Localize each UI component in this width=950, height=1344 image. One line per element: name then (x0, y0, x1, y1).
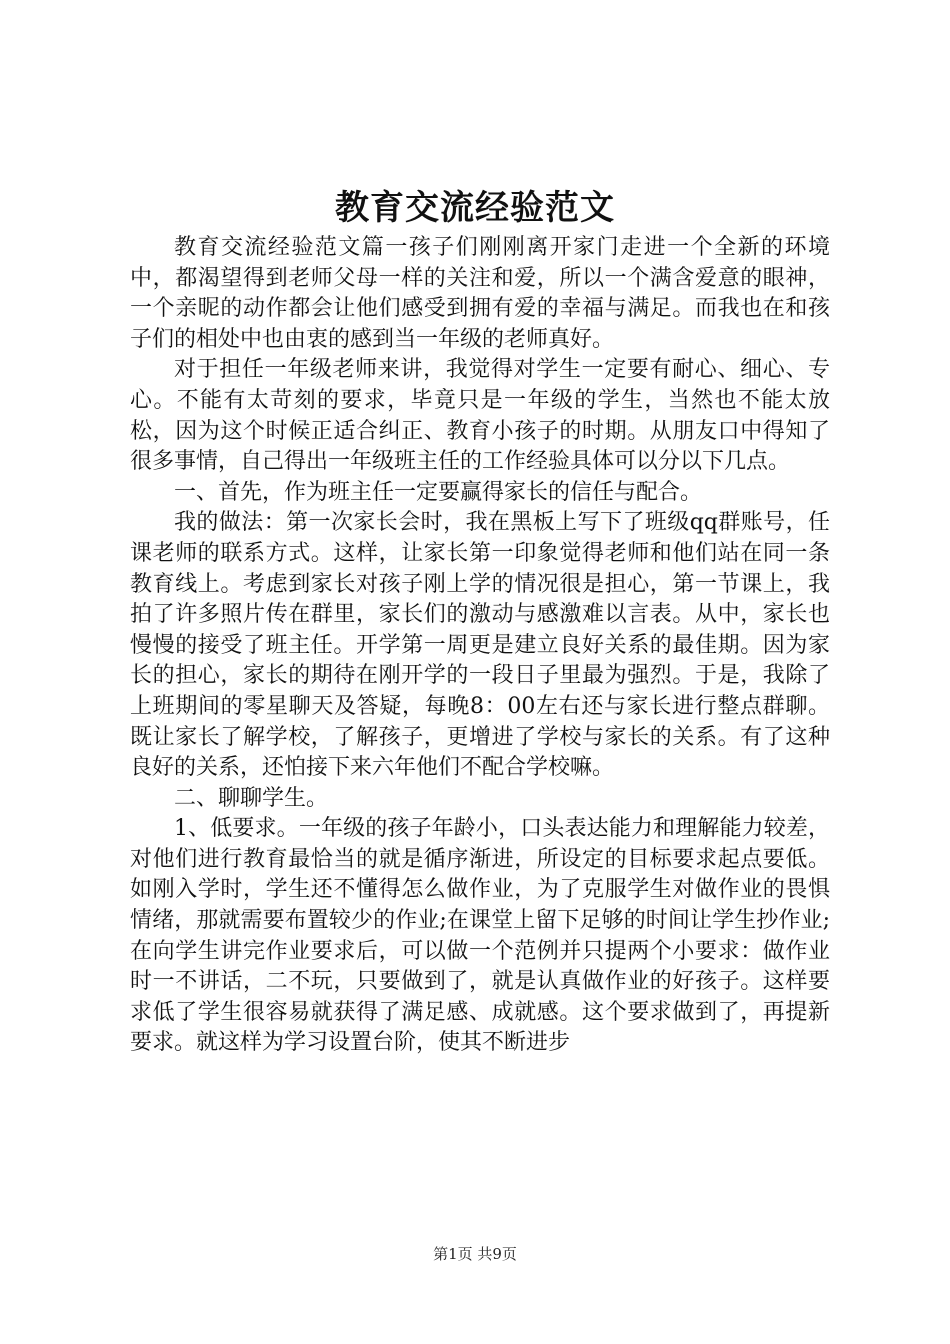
paragraph: 我的做法：第一次家长会时，我在黑板上写下了班级qq群账号，任课老师的联系方式。这样，让家长第一印象觉得老师和他们站在同一条教育线上。考虑到家长对孩子刚上学的情况很是担心，第一节课上，我拍了许多照片传在群里，家长们的激动与感激难以言表。从中，家长也慢慢的接受了班主任。开学第一周更是建立良好关系的最佳期。因为家长的担心，家长的期待在刚开学的一段日子里最为强烈。于是，我除了上班期间的零星聊天及答疑，每晚8：00左右还与家长进行整点群聊。既让家长了解学校，了解孩子，更增进了学校与家长的关系。有了这种良好的关系，还怕接下来六年他们不配合学校嘛。 (130, 510, 830, 781)
page-number-footer: 第1页 共9页 (433, 1245, 517, 1263)
paragraph: 对于担任一年级老师来讲，我觉得对学生一定要有耐心、细心、专心。不能有太苛刻的要求，毕竟只是一年级的学生，当然也不能太放松，因为这个时候正适合纠正、教育小孩子的时期。从朋友口中得知了很多事情，自己得出一年级班主任的工作经验具体可以分以下几点。 (130, 357, 830, 475)
paragraph: 教育交流经验范文篇一孩子们刚刚离开家门走进一个全新的环境中，都渴望得到老师父母一样的关注和爱，所以一个满含爱意的眼神，一个亲昵的动作都会让他们感受到拥有爱的幸福与满足。而我也在和孩子们的相处中也由衷的感到当一年级的老师真好。 (130, 235, 830, 352)
document-body (130, 233, 830, 1059)
paragraph: 1、低要求。一年级的孩子年龄小，口头表达能力和理解能力较差，对他们进行教育最恰当的就是循序渐进，所设定的目标要求起点要低。如刚入学时，学生还不懂得怎么做作业，为了克服学生对做作业的畏惧情绪，那就需要布置较少的作业;在课堂上留下足够的时间让学生抄作业;在向学生讲完作业要求后，可以做一个范例并只提两个小要求：做作业时一不讲话，二不玩，只要做到了，就是认真做作业的好孩子。这样要求低了学生很容易就获得了满足感、成就感。这个要求做到了，再提新要求。就这样为学习设置台阶，使其不断进步 (130, 816, 830, 1056)
document-title: 教育交流经验范文 (335, 188, 615, 228)
section-heading: 一、首先，作为班主任一定要赢得家长的信任与配合。 (174, 479, 703, 505)
section-heading: 二、聊聊学生。 (174, 785, 329, 811)
